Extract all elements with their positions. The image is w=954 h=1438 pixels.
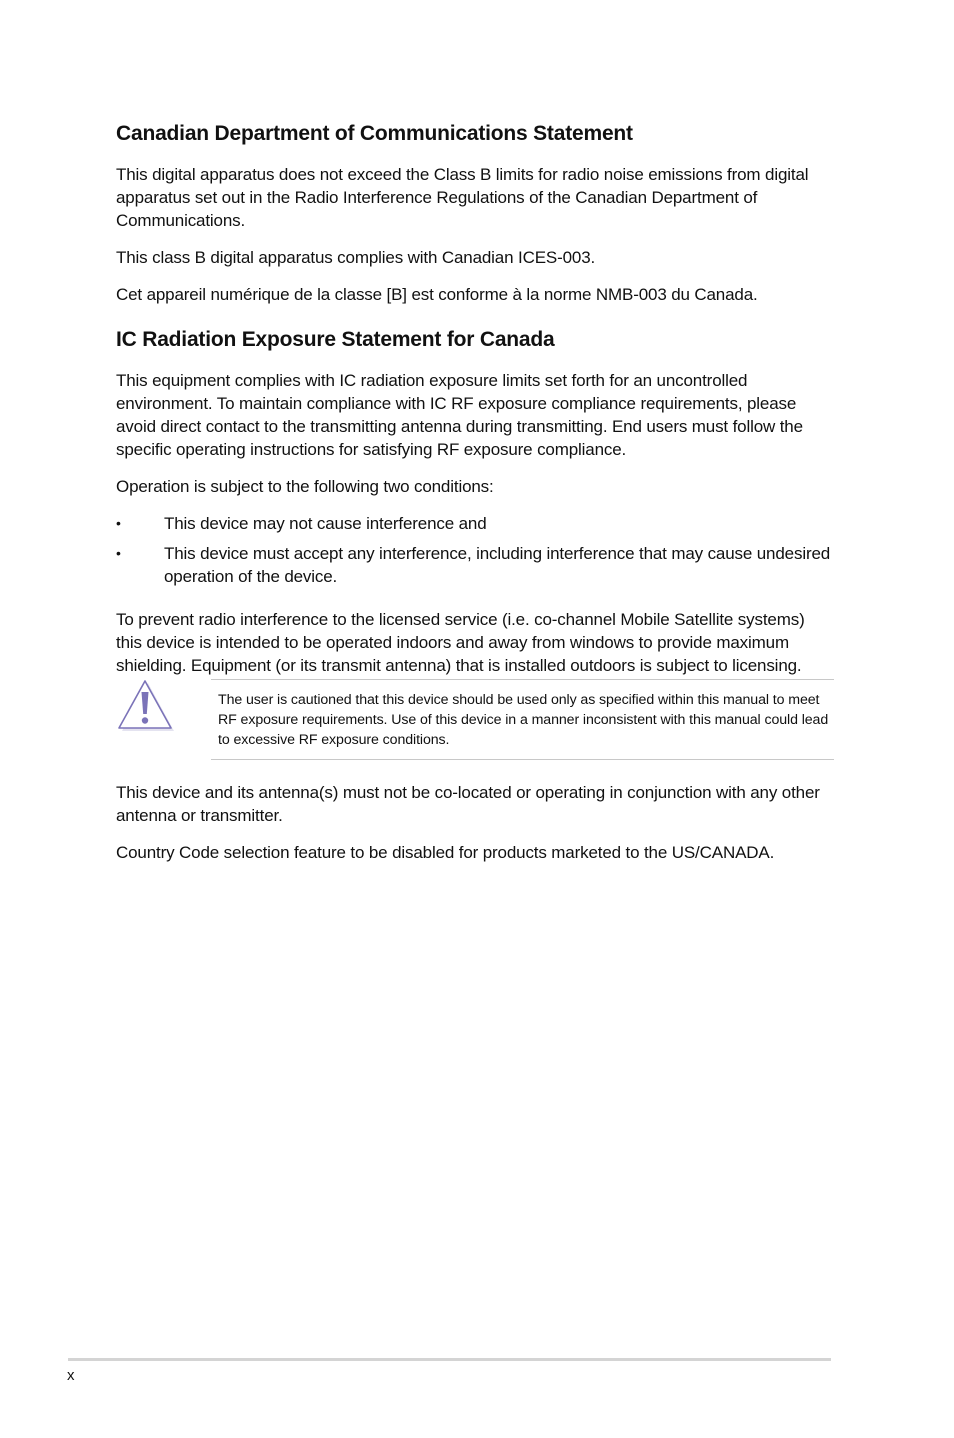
paragraph-ices-003: This class B digital apparatus complies with Canadian ICES-003. <box>116 248 596 267</box>
caution-triangle-icon <box>116 679 176 735</box>
paragraph-co-location: This device and its antenna(s) must not be co-located or operating in conjunction with any other antenna or transmitter. <box>116 783 820 825</box>
bullet-marker: • <box>116 545 121 561</box>
list-item <box>116 542 834 588</box>
section-heading-canadian-doc: Canadian Department of Communications Statement <box>116 122 633 145</box>
caution-box <box>211 679 834 760</box>
caution-text: The user is cautioned that this device should be used only as specified within this manual to meet RF exposure requirements. Use of this device in a manner inconsistent with this manual could lead to excessive RF exposure conditions. <box>218 692 829 748</box>
section-heading-ic-radiation: IC Radiation Exposure Statement for Canada <box>116 328 555 351</box>
paragraph-class-b-limits: This digital apparatus does not exceed the Class B limits for radio noise emissions from digital apparatus set out in the Radio Interference Regulations of the Canadian Department of Communications. <box>116 165 809 230</box>
list-item-text: This device must accept any interference, including interference that may cause undesired operation of the device. <box>164 544 831 586</box>
bullet-marker: • <box>116 515 121 531</box>
document-body <box>116 120 834 878</box>
conditions-list <box>116 512 834 588</box>
paragraph-two-conditions: Operation is subject to the following two conditions: <box>116 477 494 496</box>
page-number: x <box>67 1367 75 1384</box>
list-item-text: This device may not cause interference and <box>164 514 487 533</box>
list-item <box>116 512 834 535</box>
caution-note <box>116 679 834 759</box>
footer-divider <box>68 1358 831 1361</box>
paragraph-ic-exposure-limits: This equipment complies with IC radiation exposure limits set forth for an uncontrolled environment. To maintain compliance with IC RF exposure compliance requirements, please avoid direct contact to the transmitting antenna during transmitting. End users must follow the specific operating instructions for satisfying RF exposure compliance. <box>116 371 803 459</box>
paragraph-radio-interference: To prevent radio interference to the licensed service (i.e. co-channel Mobile Satellite systems) this device is intended to be operated indoors and away from windows to provide maximum shielding. Equipment (or its transmit antenna) that is installed outdoors is subject to licensing. <box>116 610 805 675</box>
paragraph-nmb-003: Cet appareil numérique de la classe [B] est conforme à la norme NMB-003 du Canada. <box>116 285 758 304</box>
paragraph-country-code: Country Code selection feature to be disabled for products marketed to the US/CANADA. <box>116 843 775 862</box>
